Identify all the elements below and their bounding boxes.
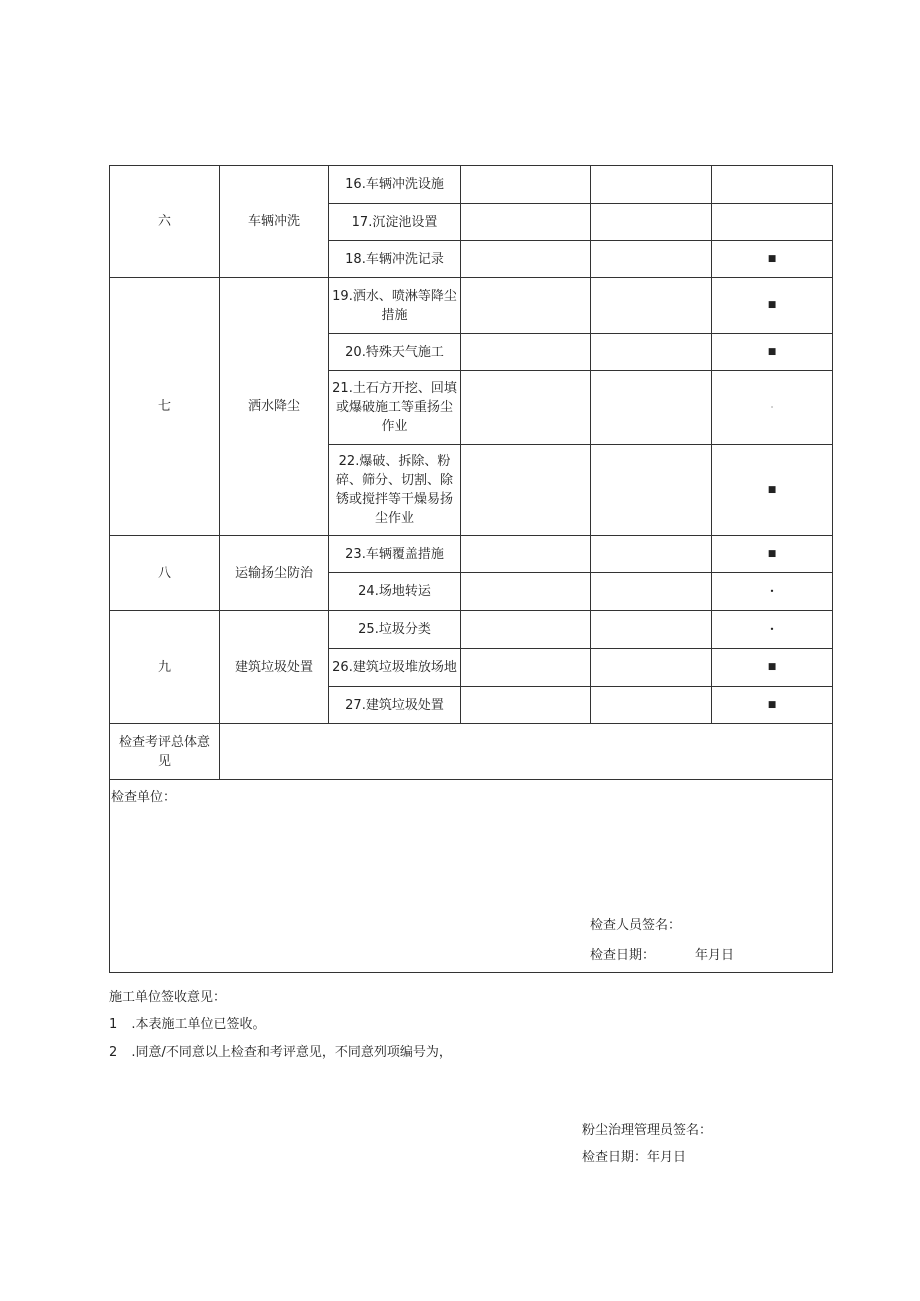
cell-empty	[461, 445, 591, 536]
inspection-date-label: 检查日期：	[590, 948, 656, 963]
item-name: 20.特殊天气施工	[329, 334, 461, 371]
inspection-date-value: 年月日	[695, 948, 735, 963]
cell-empty	[461, 536, 591, 573]
inspector-signature-label: 检查人员签名：	[590, 918, 682, 933]
item-mark: ■	[712, 241, 833, 278]
group-category: 运输扬尘防治	[220, 536, 329, 611]
cell-empty	[591, 241, 712, 278]
item-name: 26.建筑垃圾堆放场地	[329, 649, 461, 687]
cell-empty	[591, 278, 712, 334]
item-name: 27.建筑垃圾处置	[329, 687, 461, 724]
item-name: 18.车辆冲洗记录	[329, 241, 461, 278]
item-mark	[712, 204, 833, 241]
table-row	[110, 166, 833, 204]
item-mark	[712, 166, 833, 204]
item-mark: •	[712, 573, 833, 611]
cell-empty	[461, 204, 591, 241]
contractor-line-1	[109, 1013, 266, 1032]
cell-empty	[461, 573, 591, 611]
item-mark: ■	[712, 687, 833, 724]
item-mark: •	[712, 611, 833, 649]
cell-empty	[591, 573, 712, 611]
cell-empty	[461, 687, 591, 724]
contractor-line-2	[109, 1041, 452, 1060]
line-number: 2	[109, 1045, 118, 1060]
item-name: 23.车辆覆盖措施	[329, 536, 461, 573]
cell-empty	[461, 334, 591, 371]
group-category: 洒水降尘	[220, 278, 329, 536]
item-name: 24.场地转运	[329, 573, 461, 611]
cell-empty	[461, 371, 591, 445]
dust-admin-signature-label: 粉尘治理管理员签名：	[582, 1123, 713, 1138]
item-mark: ■	[712, 445, 833, 536]
table-row	[110, 611, 833, 649]
cell-empty	[591, 445, 712, 536]
item-mark: ■	[712, 334, 833, 371]
cell-empty	[591, 536, 712, 573]
cell-empty	[461, 166, 591, 204]
item-name: 16.车辆冲洗设施	[329, 166, 461, 204]
cell-empty	[461, 611, 591, 649]
cell-empty	[591, 334, 712, 371]
item-name: 19.洒水、喷淋等降尘措施	[329, 278, 461, 334]
group-number: 八	[110, 536, 220, 611]
item-name: 25.垃圾分类	[329, 611, 461, 649]
table-row	[110, 536, 833, 573]
cell-empty	[591, 611, 712, 649]
item-mark: ■	[712, 278, 833, 334]
item-name: 17.沉淀池设置	[329, 204, 461, 241]
table-row	[110, 724, 833, 780]
table-row	[110, 780, 833, 973]
item-mark: ■	[712, 536, 833, 573]
overall-opinion-label: 检查考评总体意见	[110, 724, 220, 780]
group-number: 九	[110, 611, 220, 724]
inspection-unit-label: 检查单位：	[111, 790, 177, 805]
inspection-unit-cell	[110, 780, 833, 973]
cell-empty	[591, 687, 712, 724]
item-mark: ■	[712, 649, 833, 687]
group-number: 七	[110, 278, 220, 536]
group-category: 建筑垃圾处置	[220, 611, 329, 724]
cell-empty	[591, 204, 712, 241]
table-row	[110, 278, 833, 334]
overall-opinion-field[interactable]	[220, 724, 833, 780]
item-name: 21.土石方开挖、回填或爆破施工等重扬尘作业	[329, 371, 461, 445]
cell-empty	[461, 241, 591, 278]
group-category: 车辆冲洗	[220, 166, 329, 278]
cell-empty	[591, 166, 712, 204]
line-number: 1	[109, 1017, 118, 1032]
item-mark: ·	[712, 371, 833, 445]
cell-empty	[591, 649, 712, 687]
cell-empty	[591, 371, 712, 445]
cell-empty	[461, 278, 591, 334]
contractor-section-title: 施工单位签收意见：	[109, 990, 227, 1005]
inspection-table	[109, 165, 833, 973]
group-number: 六	[110, 166, 220, 278]
dust-admin-date: 检查日期：年月日	[582, 1150, 687, 1165]
line-text: .本表施工单位已签收。	[131, 1017, 266, 1032]
cell-empty	[461, 649, 591, 687]
item-name: 22.爆破、拆除、粉碎、筛分、切割、除锈或搅拌等干燥易扬尘作业	[329, 445, 461, 536]
line-text: .同意/不同意以上检查和考评意见，不同意列项编号为，	[131, 1045, 452, 1060]
